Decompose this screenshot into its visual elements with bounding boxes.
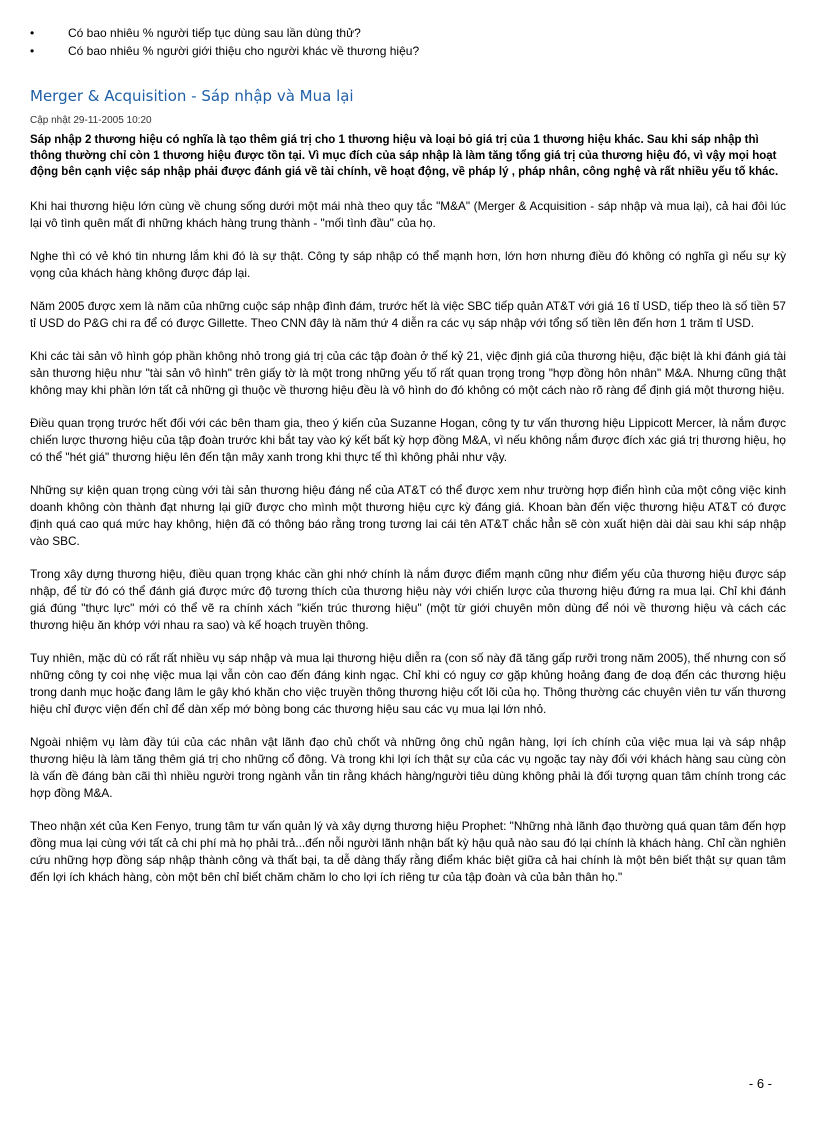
article-paragraph: Khi các tài sản vô hình góp phần không nhỏ trong giá trị của các tập đoàn ở thế kỷ 21, việc định giá của thương hiệu, đặc biệt là khi đánh giá tài sản thương hiệu như "tài sản vô hình" trên giấy tờ là một trong những yếu tố rất quan trọng trong "hợp đồng hôn nhân" M&A. Nhưng cũng thật không may khi phần lớn tất cả những gì thuộc về thương hiệu đều là vô hình do đó không có một cách nào rõ ràng để định giá một thương hiệu. [30,349,786,397]
bullet-text: Có bao nhiêu % người giới thiệu cho người khác về thương hiệu? [68,44,420,58]
article-paragraph: Tuy nhiên, mặc dù có rất rất nhiều vụ sáp nhập và mua lại thương hiệu diễn ra (con số này đã tăng gấp rưỡi trong năm 2005), thế nhưng con số những công ty coi nhẹ việc mua lại vẫn còn cao đến đáng kinh ngạc. Chỉ khi có nguy cơ gặp khủng hoảng đang đe doạ đến các thương hiệu trong danh mục hoặc đang lâm le gây khó khăn cho việc truyền thông thương hiệu cốt lõi của họ. Thông thường các chuyên viên tư vấn thương hiệu chỉ được viện đến chỉ để dàn xếp mớ bòng bong các thương hiệu sau các vụ mua lại lớn nhỏ. [30,651,786,716]
article-paragraph: Những sự kiện quan trọng cùng với tài sản thương hiệu đáng nể của AT&T có thể được xem như trường hợp điển hình của một công việc kinh doanh không còn thành đạt nhưng lại giữ được cho mình một thương hiệu cực kỳ đáng giá. Khoan bàn đến việc thương hiệu AT&T có được định quá cao quá mức hay không, hiện đã có thông báo rằng trong tương lai cái tên AT&T chắc hẳn sẽ còn xuất hiện dài dài sau khi sáp nhập vào SBC. [30,483,786,548]
article-paragraph: Khi hai thương hiệu lớn cùng về chung sống dưới một mái nhà theo quy tắc "M&A" (Merger & Acquisition - sáp nhập và mua lại), cả hai đôi lúc lại vô tình quên mất đi những khách hàng trung thành - "mối tình đầu" của họ. [30,199,786,230]
article-title: Merger & Acquisition - Sáp nhập và Mua lại [30,87,354,105]
article-paragraph: Ngoài nhiệm vụ làm đầy túi của các nhân vật lãnh đạo chủ chốt và những ông chủ ngân hàng, lợi ích chính của việc mua lại và sáp nhập thương hiệu là làm tăng thêm giá trị cho những cổ đông. Và trong khi lợi ích thật sự của các vụ ngoặc tay này đối với khách hàng sau cùng còn là vấn đề đáng bàn cãi thì nhiều người trong ngành vẫn tin rằng khách hàng/người tiêu dùng không phải là đối tượng quan tâm chính trong các hợp đồng M&A. [30,735,786,800]
bullet-icon: • [30,26,35,40]
bullet-icon: • [30,44,35,58]
document-page [30,24,786,898]
article-lead: Sáp nhập 2 thương hiệu có nghĩa là tạo thêm giá trị cho 1 thương hiệu và loại bỏ giá trị của 1 thương hiệu khác. Sau khi sáp nhập thì thông thường chỉ còn 1 thương hiệu được tồn tại. Vì mục đích của sáp nhập là làm tăng tổng giá trị của thương hiệu đó, vì vậy mọi hoạt động bên cạnh việc sáp nhập phải được đánh giá về tài chính, về hoạt động, về pháp lý , pháp nhân, công nghệ và rất nhiều yếu tố khác. [30,134,779,178]
bullet-list [30,24,786,60]
article-paragraph: Trong xây dựng thương hiệu, điều quan trọng khác cần ghi nhớ chính là nắm được điểm mạnh cũng như điểm yếu của thương hiệu được sáp nhập, để từ đó có thể đánh giá được mức độ tương thích của thương hiệu này với chiến lược của thương hiệu đứng ra mua lại. Chỉ khi đánh giá đúng "thực lực" mới có thể vẽ ra chính xách "kiến trúc thương hiệu" (một từ giới chuyên môn dùng để nói về thương hiệu và cách các thương hiệu ăn khớp với nhau ra sao) và kế hoạch truyền thông. [30,567,786,632]
list-item [30,24,786,42]
list-item [30,42,786,60]
article-paragraph: Năm 2005 được xem là năm của những cuộc sáp nhập đình đám, trước hết là việc SBC tiếp quản AT&T với giá 16 tỉ USD, tiếp theo là số tiền 57 tỉ USD do P&G chi ra để có được Gillette. Theo CNN đây là năm thứ 4 diễn ra các vụ sáp nhập với tổng số tiền lên đến hơn 1 trăm tỉ USD. [30,299,786,330]
bullet-text: Có bao nhiêu % người tiếp tục dùng sau lần dùng thử? [68,26,361,40]
article-paragraph: Theo nhận xét của Ken Fenyo, trung tâm tư vấn quản lý và xây dựng thương hiệu Prophet: "Những nhà lãnh đạo thường quá quan tâm đến hợp đồng mua lại cùng với tất cả chi phí mà họ phải trả...đến nỗi người lãnh nhận bất kỳ hậu quả nào sau đó lại chính là khách hàng. Chỉ cần nghiên cứu những hợp đồng sáp nhập thành công và thất bại, ta dễ dàng thấy rằng điểm khác biệt giữa cả hai chính là một bên biết thật sự quan tâm đến lợi ích khách hàng, còn một bên chỉ biết chăm chăm lo cho lợi ích riêng tư của tập đoàn và của bản thân họ." [30,819,786,884]
updated-timestamp: Cập nhật 29-11-2005 10:20 [30,115,152,126]
page-number: - 6 - [748,1076,772,1091]
article-paragraph: Nghe thì có vẻ khó tin nhưng lắm khi đó là sự thật. Công ty sáp nhập có thể mạnh hơn, lớn hơn nhưng điều đó không có nghĩa gì nếu sự kỳ vọng của khách hàng không được đáp lại. [30,249,786,280]
article-paragraph: Điều quan trọng trước hết đối với các bên tham gia, theo ý kiến của Suzanne Hogan, công ty tư vấn thương hiệu Lippicott Mercer, là nắm được chiến lược thương hiệu của tập đoàn trước khi bắt tay vào ký kết bất kỳ hợp đồng M&A, vì nếu không nắm được đích xác giá trị thương hiệu, họ có thể "hét giá" thương hiệu lên đến tận mây xanh trong khi thực tế thì không phải như vậy. [30,416,786,464]
